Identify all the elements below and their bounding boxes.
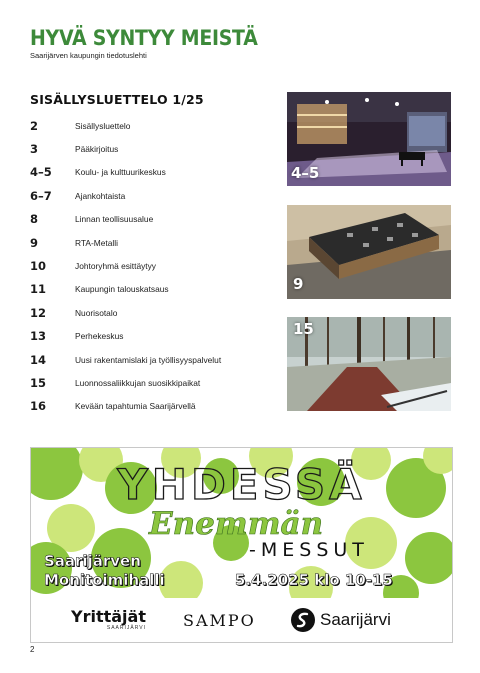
yrittajat-logo-text: Yrittäjät [71,607,146,626]
toc-item-title: Sisällysluettelo [75,120,131,131]
ad-messut-label: -MESSUT [249,539,369,561]
sampo-logo[interactable]: SAMPO [183,611,256,630]
photo-page-label: 9 [293,275,304,293]
toc-page-number: 10 [30,259,47,274]
toc-item[interactable] [30,325,280,348]
toc-item[interactable] [30,184,280,207]
photo-page-label: 4–5 [291,164,320,182]
toc-item[interactable] [30,278,280,301]
toc-page-number: 6–7 [30,188,52,203]
ad-venue [44,552,165,590]
toc-page-number: 2 [30,118,39,133]
toc-item-title: Pääkirjoitus [75,144,119,155]
toc-item-title: Koulu- ja kulttuurikeskus [75,167,166,178]
toc-page-number: 9 [30,235,39,250]
magazine-title: HYVÄ SYNTYY MEISTÄ [30,26,258,50]
toc-item-title: Nuorisotalo [75,307,118,318]
ad-venue-hall: Monitoimihalli [44,571,165,589]
yrittajat-logo-subtext: SAARIJÄRVI [106,625,146,631]
toc-page-number: 16 [30,399,47,414]
photo-forest-path [287,317,451,411]
toc-item[interactable] [30,161,280,184]
toc-item-title: Johtoryhmä esittäytyy [75,261,156,272]
ad-date-time: 5.4.2025 klo 10-15 [235,571,393,589]
toc-page-number: 8 [30,212,39,227]
toc-item-title: Ajankohtaista [75,190,126,201]
magazine-subtitle: Saarijärven kaupungin tiedotuslehti [30,51,147,60]
toc-item-title: Luonnossaliikkujan suosikkipaikat [75,377,201,388]
toc-page-number: 14 [30,352,47,367]
photo-concert-hall [287,92,451,186]
toc-item-title: Linnan teollisuusalue [75,214,154,225]
toc-item[interactable] [30,137,280,160]
toc-item[interactable] [30,371,280,394]
saarijarvi-emblem-icon [291,608,315,632]
saarijarvi-logo[interactable] [291,608,391,632]
ad-headline: YHDESSÄ [117,460,366,509]
masthead [30,26,283,60]
page-number: 2 [30,645,35,654]
toc-item[interactable] [30,231,280,254]
toc-page-number: 13 [30,329,47,344]
toc-page-number: 15 [30,375,47,390]
toc-item[interactable] [30,208,280,231]
yrittajat-logo[interactable] [71,607,146,631]
toc-item[interactable] [30,301,280,324]
saarijarvi-logo-text: Saarijärvi [320,610,391,629]
toc-item[interactable] [30,348,280,371]
toc-item-title: Kaupungin talouskatsaus [75,284,169,295]
table-of-contents [30,114,280,418]
toc-item[interactable] [30,254,280,277]
toc-page-number: 11 [30,282,47,297]
sponsor-logos [31,602,452,642]
toc-item-title: Uusi rakentamislaki ja työllisyyspalvelut [75,354,222,365]
photo-page-label: 15 [293,320,314,338]
toc-heading: SISÄLLYSLUETTELO 1/25 [30,92,204,107]
photo-industrial-hall [287,205,451,299]
messut-advertisement[interactable] [30,447,453,643]
toc-page-number: 4–5 [30,165,52,180]
toc-page-number: 12 [30,305,47,320]
toc-item[interactable] [30,114,280,137]
toc-page-number: 3 [30,142,39,157]
toc-item[interactable] [30,395,280,418]
ad-script-word: Enemmän [149,506,324,542]
industrial-hall-image [287,205,451,299]
toc-item-title: Perhekeskus [75,331,124,342]
toc-item-title: Kevään tapahtumia Saarijärvellä [75,401,196,412]
toc-item-title: RTA-Metalli [75,237,118,248]
ad-venue-city: Saarijärven [44,552,141,570]
